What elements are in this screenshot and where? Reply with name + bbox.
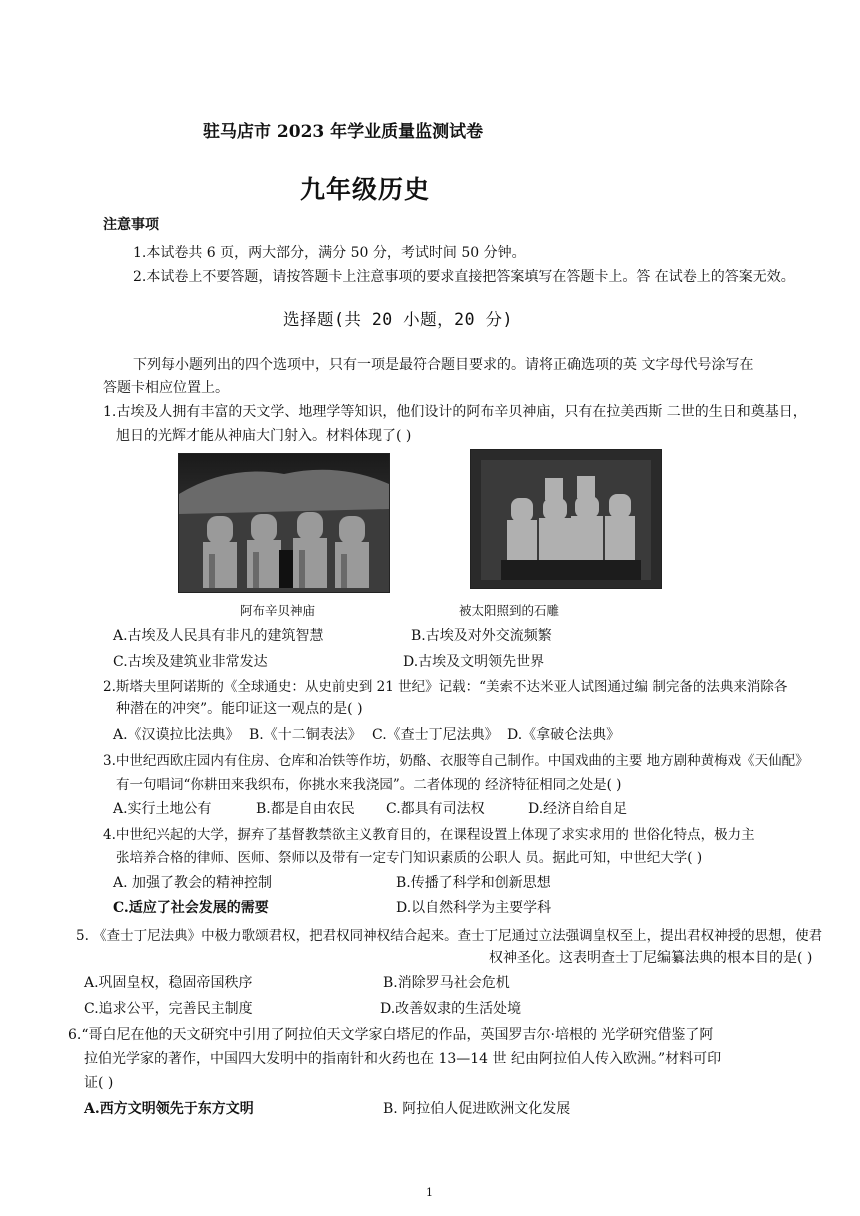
q3-stem-line-2: 有一句唱词“你耕田来我织布，你挑水来我浇园”。二者体现的 经济特征相同之处是( ) xyxy=(116,777,622,793)
q4-option-d: D.以自然科学为主要学科 xyxy=(396,900,552,916)
q6-stem-line-1: 6.“哥白尼在他的天文研究中引用了阿拉伯天文学家白塔尼的作品，英国罗吉尔·培根的 光学研究借鉴了阿 xyxy=(68,1027,714,1043)
q6-stem-line-2: 拉伯光学家的著作，中国四大发明中的指南针和火药也在 13—14 世 纪由阿拉伯人传入欧洲。”材料可印 xyxy=(84,1051,722,1067)
q6-stem-line-3: 证( ) xyxy=(84,1075,114,1091)
q5-stem-line-1: 5. 《查士丁尼法典》中极力歌颂君权，把君权同神权结合起来。查士丁尼通过立法强调皇权至上，提出君权神授的思想，使君 xyxy=(76,928,823,944)
page-number: 1 xyxy=(426,1186,433,1199)
q1-photo-caption-2: 被太阳照到的石雕 xyxy=(459,603,560,618)
q3-option-d: D.经济自给自足 xyxy=(528,801,628,817)
q1-option-b: B.古埃及对外交流频繁 xyxy=(411,628,552,644)
q2-stem-line-2: 种潜在的冲突”。能印证这一观点的是( ) xyxy=(116,701,363,717)
q4-stem-line-1: 4.中世纪兴起的大学，摒弃了基督教禁欲主义教育目的，在课程设置上体现了求实求用的 世俗化特点，极力主 xyxy=(103,827,755,843)
q1-stem-line-2: 旭日的光辉才能从神庙大门射入。材料体现了( ) xyxy=(116,428,412,444)
q1-stem-line-1: 1.古埃及人拥有丰富的天文学、地理学等知识，他们设计的阿布辛贝神庙，只有在拉美西斯 二世的生日和奠基日， xyxy=(103,404,807,420)
q1-photo-caption-1: 阿布辛贝神庙 xyxy=(240,603,316,618)
q1-option-c: C.古埃及建筑业非常发达 xyxy=(113,654,268,670)
exam-subject: 九年级历史 xyxy=(300,175,431,204)
notice-heading: 注意事项 xyxy=(103,217,159,233)
q4-option-a: A. 加强了教会的精神控制 xyxy=(113,875,273,891)
q5-option-d: D.改善奴隶的生活处境 xyxy=(380,1001,522,1017)
q3-option-b: B.都是自由农民 xyxy=(256,801,355,817)
q2-option-c: C.《查士丁尼法典》 xyxy=(372,727,499,743)
section-instruction-line-2: 答题卡相应位置上。 xyxy=(103,380,229,396)
q4-option-b: B.传播了科学和创新思想 xyxy=(396,875,551,891)
q4-option-c: C.适应了社会发展的需要 xyxy=(113,900,269,916)
q2-stem-line-1: 2.斯塔夫里阿诺斯的《全球通史：从史前史到 21 世纪》记载：“美索不达米亚人试图通过编 制完备的法典来消除各 xyxy=(103,679,788,695)
q5-option-b: B.消除罗马社会危机 xyxy=(383,975,510,991)
notice-item-2: 2.本试卷上不要答题，请按答题卡上注意事项的要求直接把答案填写在答题卡上。答 在试卷上的答案无效。 xyxy=(133,269,795,285)
q2-option-b: B.《十二铜表法》 xyxy=(249,727,362,743)
abu-simbel-temple-photo xyxy=(178,453,390,593)
sunlit-statues-photo xyxy=(470,449,662,589)
section-title: 选择题(共 20 小题，20 分) xyxy=(283,310,513,329)
q2-option-d: D.《拿破仑法典》 xyxy=(507,727,621,743)
q6-option-a: A.西方文明领先于东方文明 xyxy=(84,1101,254,1117)
exam-title: 驻马店市 2023 年学业质量监测试卷 xyxy=(203,122,484,142)
q5-stem-line-2: 权神圣化。这表明查士丁尼编纂法典的根本目的是( ) xyxy=(489,950,813,966)
q5-option-c: C.追求公平，完善民主制度 xyxy=(84,1001,253,1017)
q5-option-a: A.巩固皇权，稳固帝国秩序 xyxy=(84,975,253,991)
q2-option-a: A.《汉谟拉比法典》 xyxy=(113,727,240,743)
q6-option-b: B. 阿拉伯人促进欧洲文化发展 xyxy=(383,1101,571,1117)
q1-option-d: D.古埃及文明领先世界 xyxy=(403,654,545,670)
section-instruction-line-1: 下列每小题列出的四个选项中，只有一项是最符合题目要求的。请将正确选项的英 文字母代号涂写在 xyxy=(133,357,754,373)
q4-stem-line-2: 张培养合格的律师、医师、祭师以及带有一定专门知识素质的公职人 员。据此可知，中世纪大学( ) xyxy=(116,850,703,866)
q1-option-a: A.古埃及人民具有非凡的建筑智慧 xyxy=(113,628,324,644)
notice-item-1: 1.本试卷共 6 页，两大部分，满分 50 分，考试时间 50 分钟。 xyxy=(133,245,526,261)
q3-option-a: A.实行土地公有 xyxy=(113,801,212,817)
q3-stem-line-1: 3.中世纪西欧庄园内有住房、仓库和冶铁等作坊，奶酪、衣服等自己制作。中国戏曲的主要 地方剧种黄梅戏《天仙配》 xyxy=(103,753,809,769)
q3-option-c: C.都具有司法权 xyxy=(386,801,485,817)
